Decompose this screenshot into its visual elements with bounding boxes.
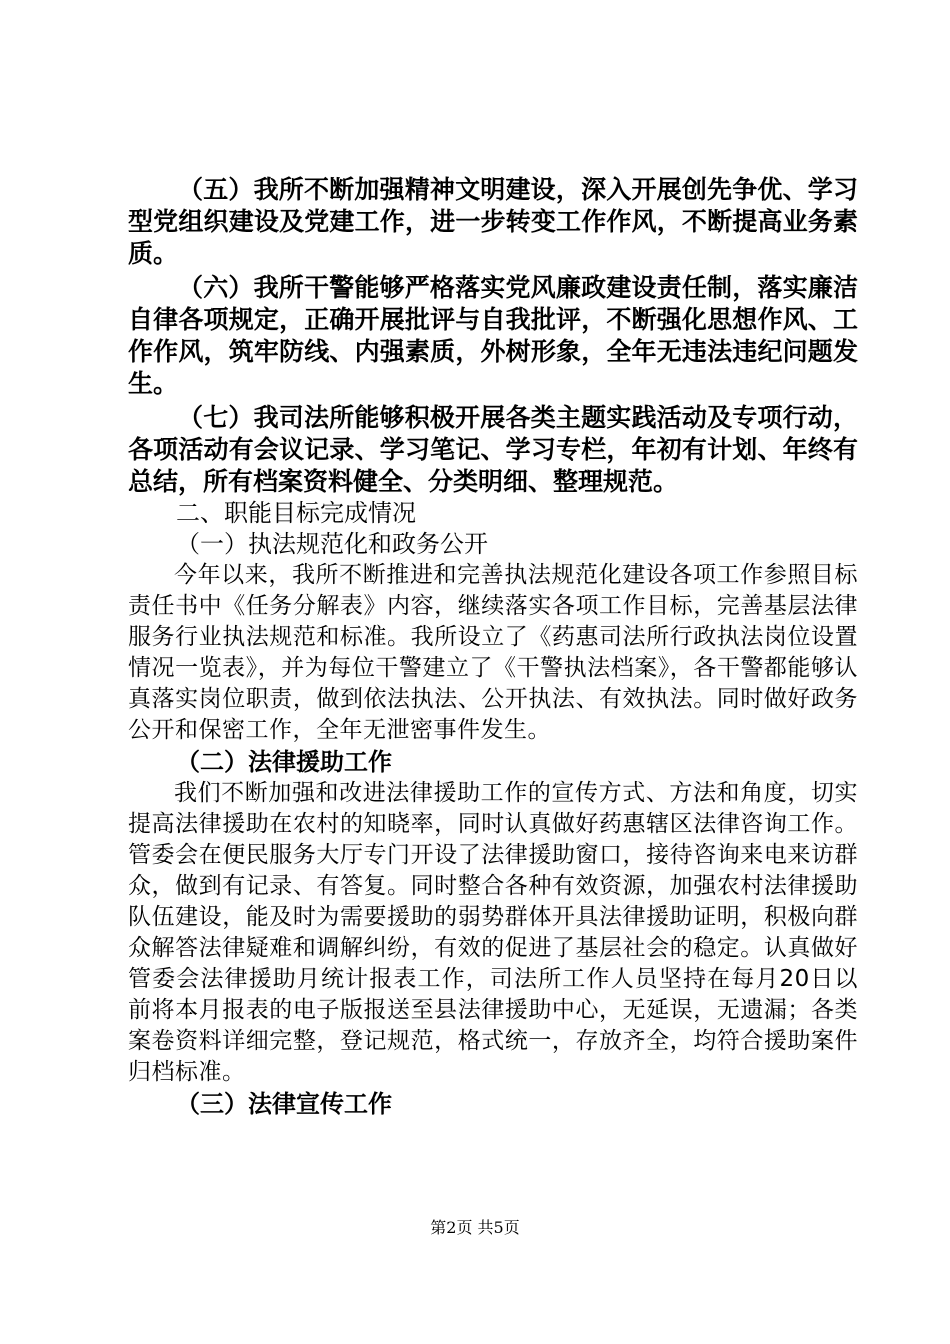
document-body — [128, 174, 858, 1120]
subsection-heading-legal-publicity: （三）法律宣传工作 — [176, 1090, 392, 1118]
subsection-heading-legal-aid: （二）法律援助工作 — [176, 748, 392, 776]
paragraph-7: （七）我司法所能够积极开展各类主题实践活动及专项行动，各项活动有会议记录、学习笔记、学习专栏，年初有计划、年终有总结，所有档案资料健全、分类明细、整理规范。 — [128, 403, 858, 496]
page-footer: 第2页 共5页 — [430, 1218, 520, 1237]
subsection-heading-enforcement: （一）执法规范化和政务公开 — [176, 530, 488, 558]
paragraph-legal-aid: 我们不断加强和改进法律援助工作的宣传方式、方法和角度，切实提高法律援助在农村的知晓率，同时认真做好药惠辖区法律咨询工作。管委会在便民服务大厅专门开设了法律援助窗口，接待咨询来电来访群众，做到有记录、有答复。同时整合各种有效资源，加强农村法律援助队伍建设，能及时为需要援助的弱势群体开具法律援助证明，积极向群众解答法律疑难和调解纠纷，有效的促进了基层社会的稳定。认真做好管委会法律援助月统计报表工作，司法所工作人员坚持在每月20日以前将本月报表的电子版报送至县法律援助中心，无延误，无遗漏；各类案卷资料详细完整，登记规范，格式统一，存放齐全，均符合援助案件归档标准。 — [128, 780, 858, 1085]
paragraph-enforcement: 今年以来，我所不断推进和完善执法规范化建设各项工作参照目标责任书中《任务分解表》内容，继续落实各项工作目标，完善基层法律服务行业执法规范和标准。我所设立了《药惠司法所行政执法岗位设置情况一览表》，并为每位干警建立了《干警执法档案》，各干警都能够认真落实岗位职责，做到依法执法、公开执法、有效执法。同时做好政务公开和保密工作，全年无泄密事件发生。 — [128, 562, 858, 743]
paragraph-5: （五）我所不断加强精神文明建设，深入开展创先争优、学习型党组织建设及党建工作，进一步转变工作作风，不断提高业务素质。 — [128, 175, 858, 268]
section-heading-2: 二、职能目标完成情况 — [176, 499, 416, 527]
paragraph-6: （六）我所干警能够严格落实党风廉政建设责任制，落实廉洁自律各项规定，正确开展批评与自我批评，不断强化思想作风、工作作风，筑牢防线、内强素质，外树形象，全年无违法违纪问题发生。 — [128, 273, 858, 398]
